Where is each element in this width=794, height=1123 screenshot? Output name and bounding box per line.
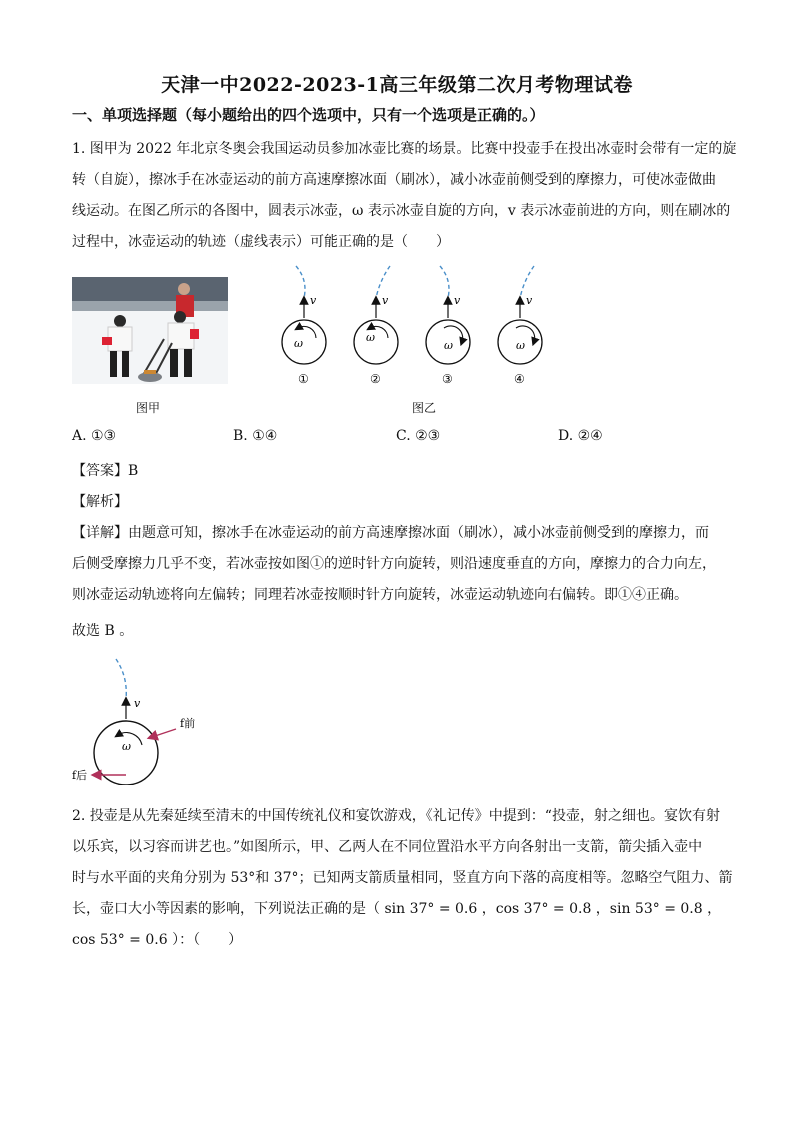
section-heading: 一、单项选择题（每小题给出的四个选项中，只有一个选项是正确的。） bbox=[72, 106, 545, 124]
choose-line: 故选 B 。 bbox=[72, 623, 134, 639]
detail-line-2: 后侧受摩擦力几乎不变，若冰壶按如图①的逆时针方向旋转，则沿速度垂直的方向，摩擦力的合力向左， bbox=[72, 556, 716, 572]
detail-line-1: 【详解】由题意可知，擦冰手在冰壶运动的前方高速摩擦冰面（刷冰），减小冰壶前侧受到的摩擦力，而 bbox=[72, 525, 709, 541]
diagram-label-4: ④ bbox=[514, 372, 525, 386]
f-back-label: f后 bbox=[72, 769, 88, 782]
curling-photo-drawing bbox=[72, 277, 228, 384]
q1-line-2: 转（自旋），擦冰手在冰壶运动的前方高速摩擦冰面（刷冰），减小冰壶前侧受到的摩擦力，可使冰壶做曲 bbox=[72, 172, 716, 188]
diagram-1 bbox=[282, 266, 326, 386]
force-diagram bbox=[64, 655, 214, 785]
answer-line: 【答案】B bbox=[72, 463, 139, 479]
q2-line-2: 以乐宾，以习容而讲艺也。”如图所示，甲、乙两人在不同位置沿水平方向各射出一支箭，箭尖插入壶中 bbox=[72, 839, 703, 855]
page-title: 天津一中2022-2023-1高三年级第二次月考物理试卷 bbox=[161, 74, 633, 96]
velocity-label: v bbox=[310, 294, 317, 307]
option-b[interactable]: B. ①④ bbox=[233, 428, 278, 444]
omega-label: ω bbox=[122, 740, 131, 753]
option-c[interactable]: C. ②③ bbox=[396, 428, 441, 444]
detail-line-3: 则冰壶运动轨迹将向左偏转；同理若冰壶按顺时针方向旋转，冰壶运动轨迹向右偏转。即①④正确。 bbox=[72, 587, 688, 603]
q2-line-4: 长，壶口大小等因素的影响，下列说法正确的是（ sin 37° = 0.6 ，cos 37° = 0.8 ，sin 53° = 0.8 ， bbox=[72, 901, 722, 917]
omega-label: ω bbox=[366, 331, 375, 344]
diagram-label-2: ② bbox=[370, 372, 381, 386]
diagram-3 bbox=[426, 266, 470, 386]
q2-line-5: cos 53° = 0.6 ）：（ ） bbox=[72, 932, 243, 948]
q2-line-1: 2. 投壶是从先秦延续至清末的中国传统礼仪和宴饮游戏，《礼记传》中提到：“投壶，射之细也。宴饮有射 bbox=[72, 808, 720, 824]
q1-line-3: 线运动。在图乙所示的各图中，圆表示冰壶，ω 表示冰壶自旋的方向，v 表示冰壶前进的方向，则在刷冰的 bbox=[72, 203, 731, 219]
analysis-heading: 【解析】 bbox=[72, 494, 128, 510]
curling-photo bbox=[72, 277, 228, 384]
f-front-label: f前 bbox=[180, 717, 196, 730]
diagram-label-1: ① bbox=[298, 372, 309, 386]
figure-b-diagrams bbox=[260, 262, 560, 392]
figure-b-caption: 图乙 bbox=[412, 401, 437, 415]
q1-line-1: 1. 图甲为 2022 年北京冬奥会我国运动员参加冰壶比赛的场景。比赛中投壶手在投出冰壶时会带有一定的旋 bbox=[72, 141, 737, 157]
q2-line-3: 时与水平面的夹角分别为 53°和 37°；已知两支箭质量相同，竖直方向下落的高度相等。忽略空气阻力、箭 bbox=[72, 870, 733, 886]
figure-a-caption: 图甲 bbox=[136, 401, 161, 415]
option-d[interactable]: D. ②④ bbox=[558, 428, 603, 444]
diagram-4 bbox=[498, 266, 542, 386]
velocity-label: v bbox=[526, 294, 533, 307]
omega-label: ω bbox=[294, 337, 303, 350]
omega-label: ω bbox=[516, 339, 525, 352]
diagram-2 bbox=[354, 266, 398, 386]
q1-line-4: 过程中，冰壶运动的轨迹（虚线表示）可能正确的是（ ） bbox=[72, 234, 450, 250]
diagram-label-3: ③ bbox=[442, 372, 453, 386]
omega-label: ω bbox=[444, 339, 453, 352]
velocity-label: v bbox=[454, 294, 461, 307]
velocity-label: v bbox=[134, 697, 141, 710]
velocity-label: v bbox=[382, 294, 389, 307]
option-a[interactable]: A. ①③ bbox=[72, 428, 117, 444]
